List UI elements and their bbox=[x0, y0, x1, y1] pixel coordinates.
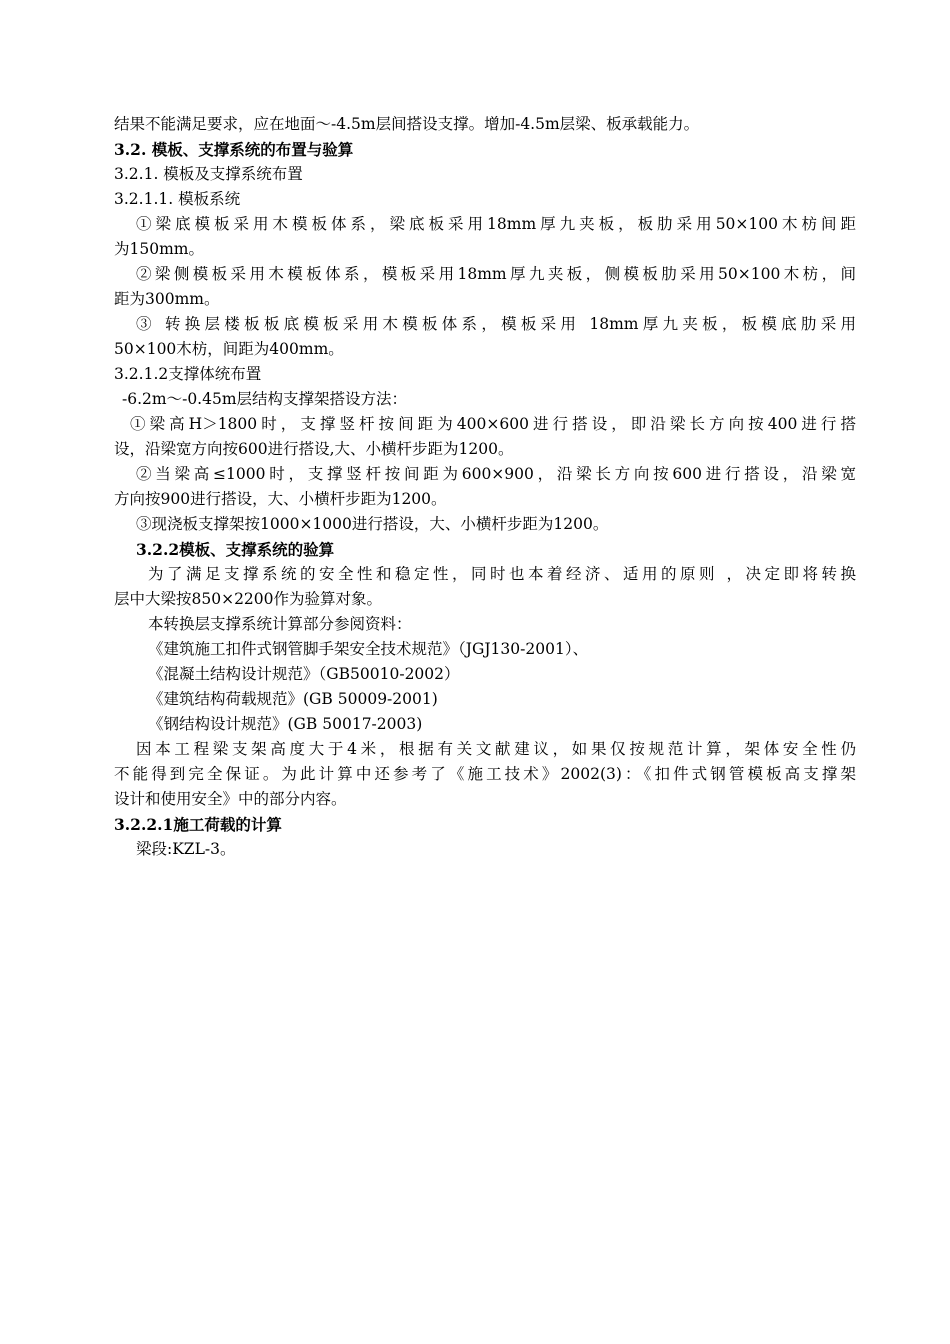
reference-item: 《建筑结构荷载规范》(GB 50009-2001) bbox=[148, 690, 438, 708]
paragraph-line: 本转换层支撑系统计算部分参阅资料： bbox=[148, 615, 412, 633]
document-body bbox=[114, 112, 856, 862]
subsection-heading: 3.2.1. 模板及支撑系统布置 bbox=[114, 165, 303, 183]
paragraph-line: 结果不能满足要求，应在地面～-4.5m层间搭设支撑。增加-4.5m层梁、板承载能力。 bbox=[114, 115, 700, 133]
paragraph-line: -6.2m～-0.45m层结构支撑架搭设方法： bbox=[122, 390, 408, 408]
section-heading: 3.2.2.1施工荷载的计算 bbox=[114, 815, 282, 834]
paragraph-line: ③现浇板支撑架按1000×1000进行搭设，大、小横杆步距为1200。 bbox=[136, 515, 609, 533]
paragraph-line: 为了满足支撑系统的安全性和稳定性，同时也本着经济、适用的原则 ，决定即将转换 bbox=[148, 565, 856, 583]
paragraph-line: 为150mm。 bbox=[114, 240, 204, 258]
paragraph-line: 因本工程梁支架高度大于4米，根据有关文献建议，如果仅按规范计算，架体安全性仍 bbox=[136, 740, 856, 758]
reference-item: 《钢结构设计规范》(GB 50017-2003) bbox=[148, 715, 423, 733]
paragraph-line: ②梁侧模板采用木模板体系，模板采用18mm厚九夹板，侧模板肋采用50×100木枋，间 bbox=[136, 265, 856, 283]
paragraph-line: 设计和使用安全》中的部分内容。 bbox=[114, 790, 347, 808]
subsection-heading: 3.2.1.1. 模板系统 bbox=[114, 190, 241, 208]
reference-item: 《建筑施工扣件式钢管脚手架安全技术规范》（JGJ130-2001）、 bbox=[148, 640, 589, 658]
paragraph-line: 50×100木枋，间距为400mm。 bbox=[114, 340, 344, 358]
paragraph-line: 方向按900进行搭设，大、小横杆步距为1200。 bbox=[114, 490, 447, 508]
reference-item: 《混凝土结构设计规范》（GB50010-2002） bbox=[148, 665, 460, 683]
paragraph-line: ②当梁高≤1000时，支撑竖杆按间距为600×900，沿梁长方向按600进行搭设，沿梁宽 bbox=[136, 465, 856, 483]
paragraph-line: ①梁高H＞1800时，支撑竖杆按间距为400×600进行搭设，即沿梁长方向按400进行搭 bbox=[130, 415, 856, 433]
subsection-heading: 3.2.1.2支撑体统布置 bbox=[114, 365, 262, 383]
paragraph-line: 层中大梁按850×2200作为验算对象。 bbox=[114, 590, 383, 608]
section-heading: 3.2. 模板、支撑系统的布置与验算 bbox=[114, 140, 354, 159]
paragraph-line: 不能得到完全保证。为此计算中还参考了《施工技术》2002(3)：《扣件式钢管模板高支撑架 bbox=[114, 765, 856, 783]
section-heading: 3.2.2模板、支撑系统的验算 bbox=[136, 540, 335, 559]
paragraph-line: ③ 转换层楼板板底模板采用木模板体系，模板采用 18mm厚九夹板，板模底肋采用 bbox=[136, 315, 856, 333]
paragraph-line: 设，沿梁宽方向按600进行搭设,大、小横杆步距为1200。 bbox=[114, 440, 514, 458]
paragraph-line: ①梁底模板采用木模板体系，梁底板采用18mm厚九夹板，板肋采用50×100木枋间距 bbox=[136, 215, 856, 233]
paragraph-line: 梁段:KZL-3。 bbox=[136, 840, 236, 858]
paragraph-line: 距为300mm。 bbox=[114, 290, 220, 308]
